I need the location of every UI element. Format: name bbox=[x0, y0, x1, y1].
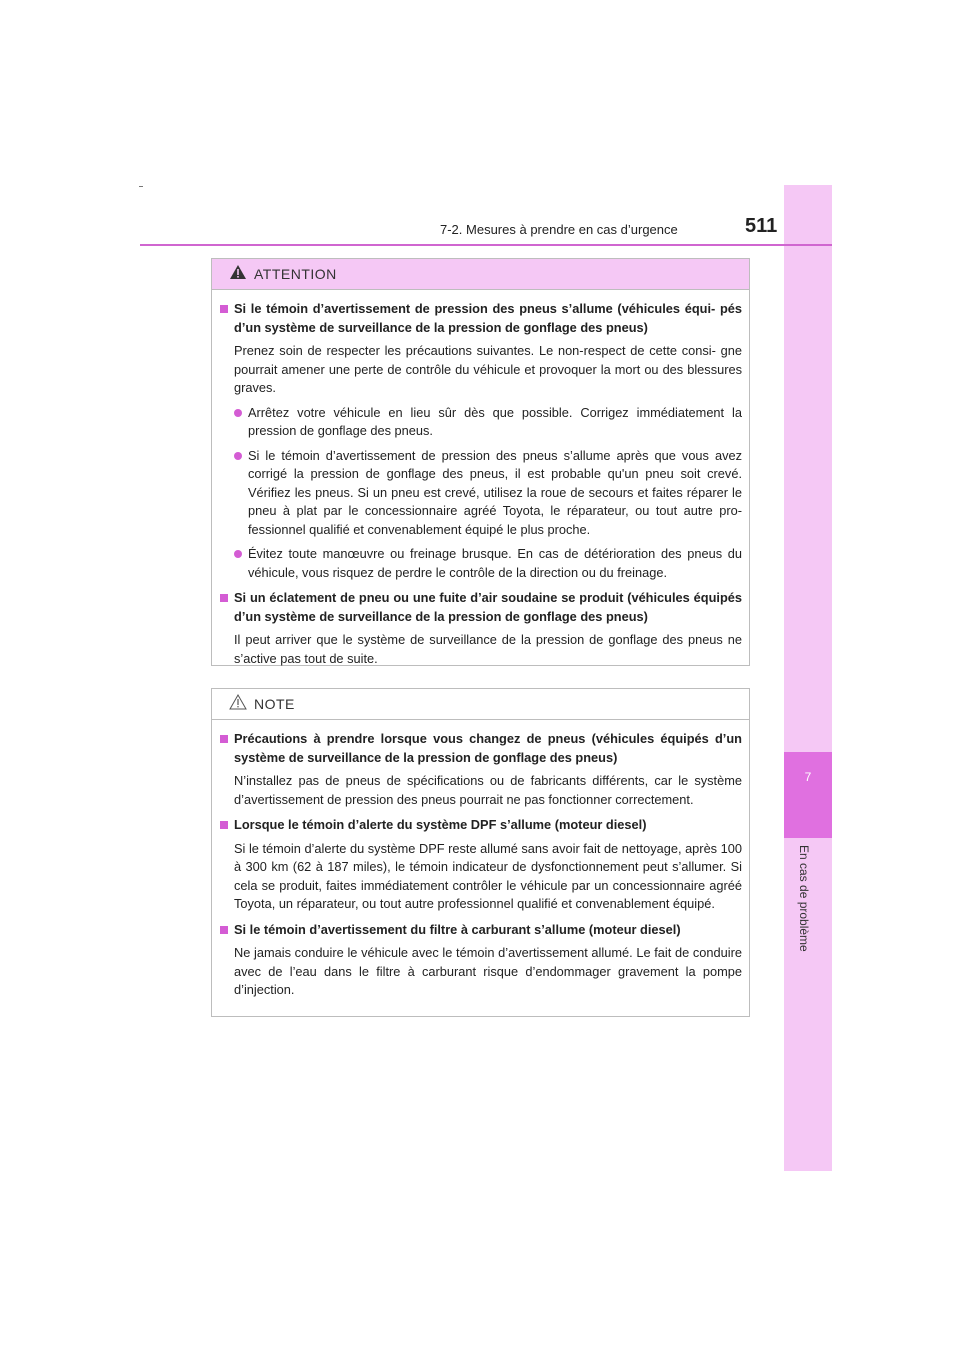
caution-triangle-icon bbox=[229, 694, 247, 710]
square-bullet-icon bbox=[220, 735, 228, 743]
section-title: 7-2. Mesures à prendre en cas d’urgence bbox=[440, 222, 678, 237]
attention-bullet: Évitez toute manœuvre ou freinage brusque. En cas de détérioration des pneus du véhicule, vous risquez de perdre le contrôle de la direction ou du freinage. bbox=[220, 545, 742, 582]
attention-item-text: Il peut arriver que le système de surveillance de la pression de gonflage des pneus ne s’active pas tout de suite. bbox=[234, 632, 742, 666]
attention-item bbox=[220, 300, 742, 582]
note-box bbox=[211, 688, 750, 1017]
page-number: 511 bbox=[745, 215, 778, 237]
note-body bbox=[212, 720, 749, 1000]
attention-bullet: Si le témoin d’avertissement de pression des pneus s’allume après que vous avez corrigé la pression de gonflage des pneus, il est probable qu'un pneu soit crevé. Vérifiez les pneus. Si un pneu est crevé, utilisez la roue de secours et faites réparer le pneu à plat par le concessionnaire agréé Toyota, le réparateur, ou tout autre pro- fessionnel qualifié et convenablement équipé le plus proche. bbox=[220, 447, 742, 540]
note-item-title: Lorsque le témoin d’alerte du système DPF s’allume (moteur diesel) bbox=[234, 817, 647, 832]
note-item bbox=[220, 816, 742, 914]
crop-mark bbox=[139, 186, 143, 187]
side-tab-active bbox=[784, 752, 832, 838]
square-bullet-icon bbox=[220, 594, 228, 602]
round-bullet-icon bbox=[234, 550, 242, 558]
square-bullet-icon bbox=[220, 305, 228, 313]
note-item-text: Ne jamais conduire le véhicule avec le témoin d’avertissement allumé. Le fait de conduire avec de l’eau dans le filtre à carburant risque d’endommager gravement la pompe d’injection. bbox=[234, 945, 742, 997]
note-item-text: Si le témoin d’alerte du système DPF reste allumé sans avoir fait de nettoyage, après 100 à 300 km (62 à 187 miles), le témoin indicateur de dysfonctionnement peut s’allumer. Si cela se produit, faites immédiatement contrôler le véhicule par un concessionnaire agréé Toyota, un réparateur, ou tout autre professionnel qualifié et convenablement équipé. bbox=[234, 840, 742, 911]
header-rule bbox=[140, 244, 832, 246]
attention-bullet: Arrêtez votre véhicule en lieu sûr dès que possible. Corrigez immédiatement la pression de gonflage des pneus. bbox=[220, 404, 742, 441]
side-tab-strip bbox=[784, 185, 832, 1171]
attention-item-title: Si le témoin d’avertissement de pression des pneus s’allume (véhicules équi- pés d’un système de surveillance de la pression de gonflage des pneus) bbox=[234, 301, 742, 335]
square-bullet-icon bbox=[220, 821, 228, 829]
chapter-number: 7 bbox=[804, 770, 812, 784]
warning-triangle-icon bbox=[229, 264, 247, 280]
note-item-title: Si le témoin d’avertissement du filtre à carburant s’allume (moteur diesel) bbox=[234, 921, 681, 937]
note-item-text: N’installez pas de pneus de spécifications ou de fabricants différents, car le système d’avertissement de pression des pneus pourrait ne pas fonctionner correctement. bbox=[234, 773, 742, 807]
round-bullet-icon bbox=[234, 409, 242, 417]
attention-label: ATTENTION bbox=[254, 266, 337, 282]
round-bullet-icon bbox=[234, 452, 242, 460]
attention-header bbox=[212, 259, 749, 290]
square-bullet-icon bbox=[220, 926, 228, 934]
attention-item-text: Prenez soin de respecter les précautions suivantes. Le non-respect de cette consi- gne pourrait amener une perte de contrôle du véhicule et provoquer la mort ou des blessures graves. bbox=[234, 343, 742, 395]
attention-box bbox=[211, 258, 750, 666]
note-item-title: Précautions à prendre lorsque vous changez de pneus (véhicules équipés d’un système de surveillance de la pression de gonflage des pneus) bbox=[234, 731, 742, 765]
attention-item-title: Si un éclatement de pneu ou une fuite d’air soudaine se produit (véhicules équipés d’un système de surveillance de la pression de gonflage des pneus) bbox=[234, 590, 742, 624]
note-item bbox=[220, 730, 742, 809]
note-header bbox=[212, 689, 749, 720]
attention-item bbox=[220, 589, 742, 668]
note-item bbox=[220, 921, 742, 1000]
note-label: NOTE bbox=[254, 696, 295, 712]
attention-body bbox=[212, 290, 749, 668]
chapter-title: En cas de problème bbox=[797, 845, 811, 952]
